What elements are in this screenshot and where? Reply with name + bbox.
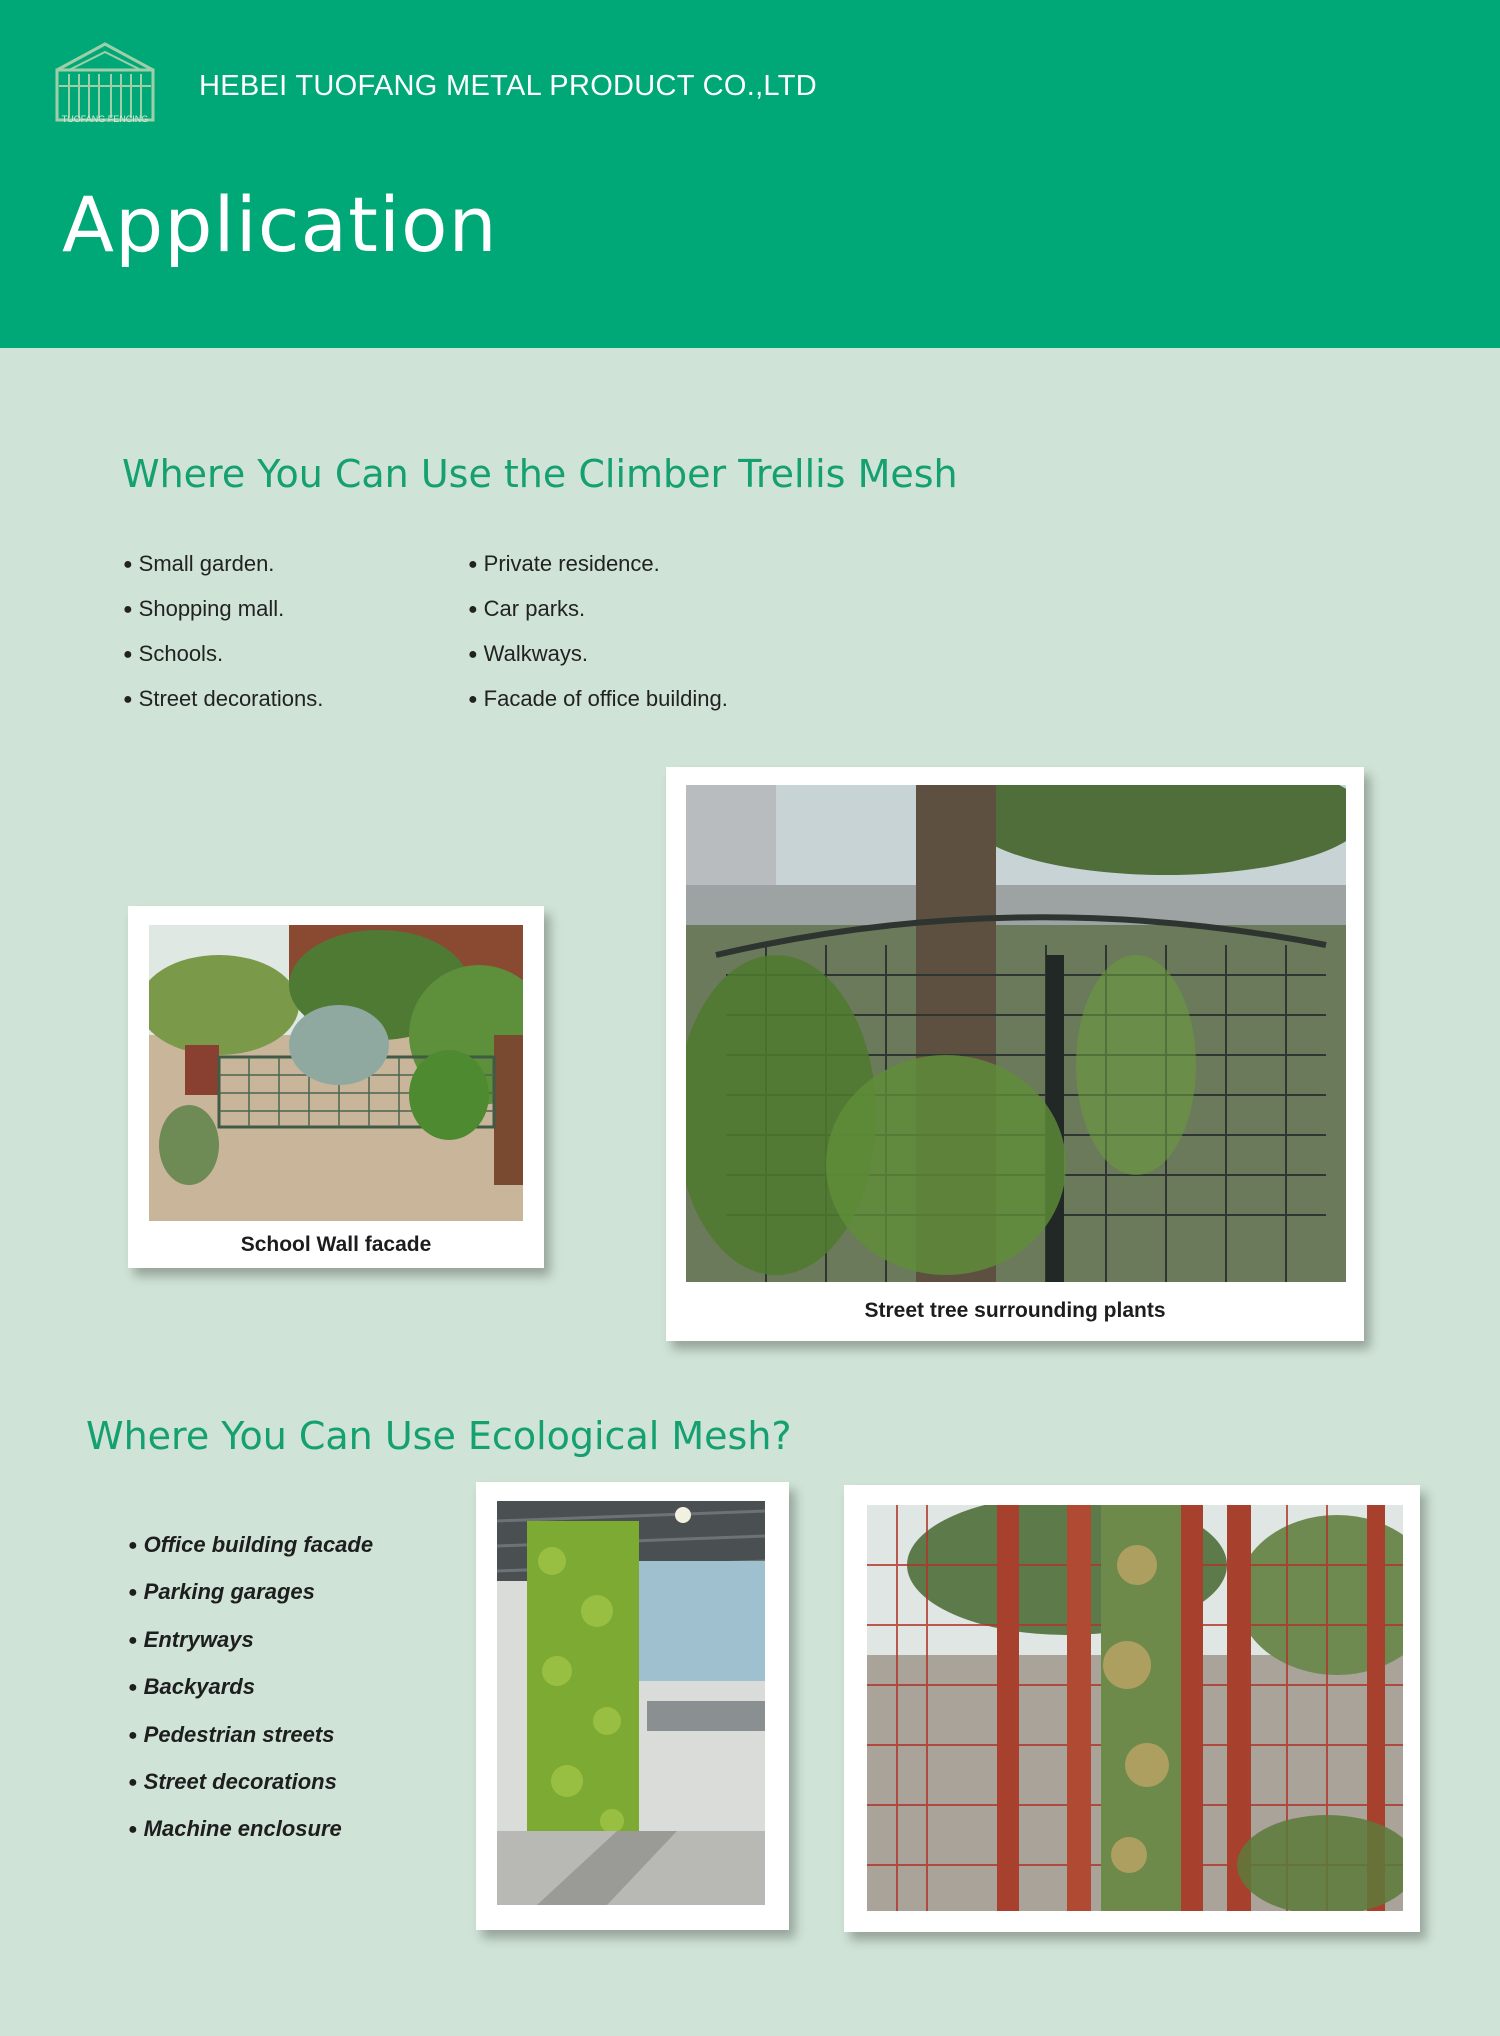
- photo-card-school-wall: [128, 906, 544, 1268]
- list-item: ● Facade of office building.: [468, 676, 728, 721]
- list-item: ● Machine enclosure: [128, 1805, 373, 1852]
- photo-card-red-mesh: [844, 1485, 1420, 1932]
- green-wall-atrium-photo: [497, 1501, 765, 1905]
- section-title-ecological-mesh: Where You Can Use Ecological Mesh?: [86, 1414, 792, 1458]
- list-item: ● Shopping mall.: [123, 586, 323, 631]
- red-mesh-panels-photo: [867, 1505, 1403, 1911]
- section-title-climber-trellis: Where You Can Use the Climber Trellis Mesh: [122, 452, 958, 496]
- uses-list-left: [123, 541, 323, 721]
- list-item: ● Car parks.: [468, 586, 728, 631]
- logo-caption: TUOFANG FENCING: [61, 114, 149, 124]
- page-header: [0, 0, 1500, 348]
- list-item: ● Pedestrian streets: [128, 1711, 373, 1758]
- list-item: ● Street decorations: [128, 1758, 373, 1805]
- uses-list-right: [468, 541, 728, 721]
- photo-caption: School Wall facade: [240, 1233, 432, 1256]
- page-title: Application: [62, 180, 498, 269]
- list-item: ● Small garden.: [123, 541, 323, 586]
- photo-caption: Street tree surrounding plants: [864, 1299, 1166, 1322]
- list-item: ● Entryways: [128, 1616, 373, 1663]
- ecological-uses-list: [128, 1521, 373, 1853]
- list-item: ● Schools.: [123, 631, 323, 676]
- list-item: ● Parking garages: [128, 1568, 373, 1615]
- list-item: ● Private residence.: [468, 541, 728, 586]
- photo-card-green-wall: [476, 1482, 789, 1930]
- list-item: ● Backyards: [128, 1663, 373, 1710]
- garden-fence-photo: [149, 925, 523, 1221]
- list-item: ● Walkways.: [468, 631, 728, 676]
- photo-card-street-tree: [666, 767, 1364, 1341]
- list-item: ● Street decorations.: [123, 676, 323, 721]
- tree-guard-photo: [686, 785, 1346, 1282]
- company-name: HEBEI TUOFANG METAL PRODUCT CO.,LTD: [199, 70, 817, 102]
- list-item: ● Office building facade: [128, 1521, 373, 1568]
